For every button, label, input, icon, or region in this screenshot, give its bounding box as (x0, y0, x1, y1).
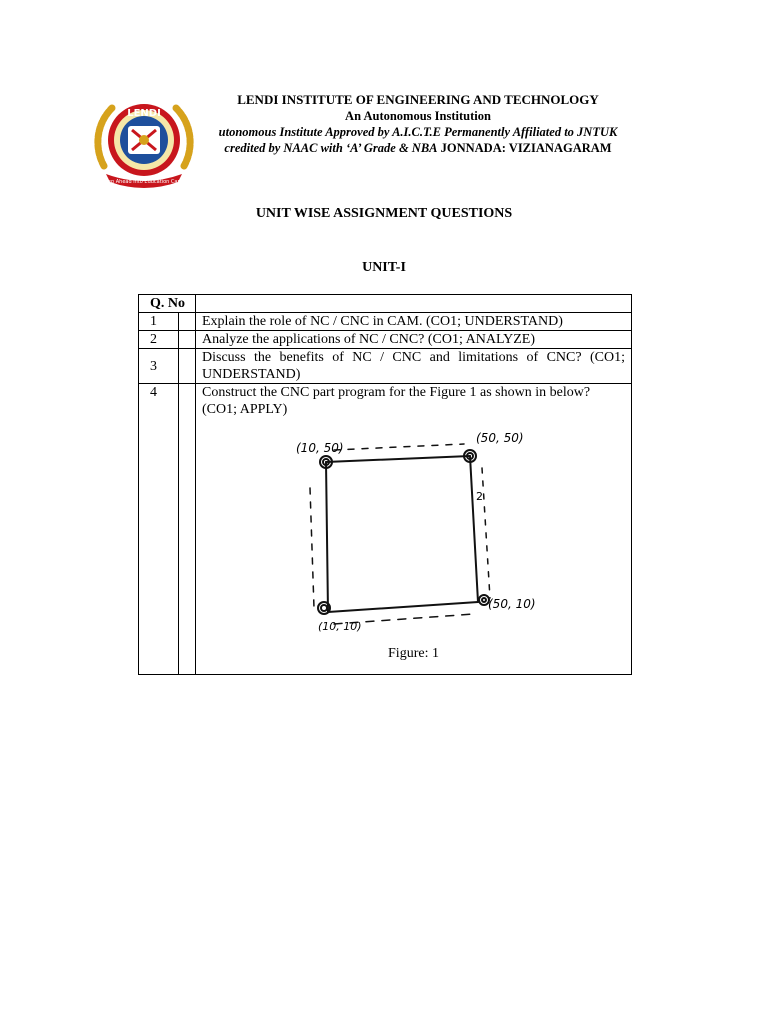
approval-line: utonomous Institute Approved by A.I.C.T.E Permanently Affiliated to JNTUK (218, 125, 618, 139)
accreditation-line (188, 140, 648, 156)
side-mark: 2 (475, 490, 483, 503)
figure-caption: Figure: 1 (388, 646, 439, 661)
question-number: 4 (139, 384, 179, 675)
institute-name: LENDI INSTITUTE OF ENGINEERING AND TECHNOLOGY (237, 92, 599, 107)
label-bottom-right: (50, 10) (487, 597, 536, 611)
figure-1 (202, 418, 625, 662)
question-text: Analyze the applications of NC / CNC? (CO1; ANALYZE) (196, 331, 632, 349)
table-row (139, 313, 632, 331)
table-row (139, 384, 632, 675)
emblem-shield-icon (128, 126, 160, 154)
label-top-left: (10, 50) (295, 441, 344, 455)
logo-text: LENDI (127, 108, 161, 119)
document-header (0, 0, 768, 200)
institute-logo (92, 96, 196, 192)
accreditation-location: JONNADA: VIZIANAGARAM (437, 141, 612, 155)
document-title: UNIT WISE ASSIGNMENT QUESTIONS (255, 206, 513, 221)
question-number: 2 (139, 331, 179, 349)
qno-header: Q. No (139, 295, 196, 313)
question-cell (196, 384, 632, 675)
question-header (196, 295, 632, 313)
unit-heading: UNIT-I (362, 260, 406, 275)
label-top-right: (50, 50) (475, 431, 524, 445)
accreditation-italic: credited by NAAC with ‘A’ Grade & NBA (224, 141, 438, 155)
table-row (139, 349, 632, 384)
question-number: 3 (139, 349, 179, 384)
question-text: Explain the role of NC / CNC in CAM. (CO1; UNDERSTAND) (196, 313, 632, 331)
question-number: 1 (139, 313, 179, 331)
corner-point-icons (318, 450, 489, 614)
question-text: Discuss the benefits of NC / CNC and limitations of CNC? (CO1; UNDERSTAND) (196, 349, 632, 384)
square-sketch (274, 428, 554, 638)
question-text: Construct the CNC part program for the Figure 1 as shown in below? (CO1; APPLY) (202, 385, 591, 417)
logo-ribbon-text: A Step Ahead into Education Careers (97, 179, 191, 185)
institution-type: An Autonomous Institution (345, 109, 491, 123)
label-bottom-left: (10, 10) (317, 620, 362, 633)
institute-details (188, 92, 648, 156)
questions-table (138, 294, 632, 675)
table-row (139, 331, 632, 349)
table-header-row (139, 295, 632, 313)
